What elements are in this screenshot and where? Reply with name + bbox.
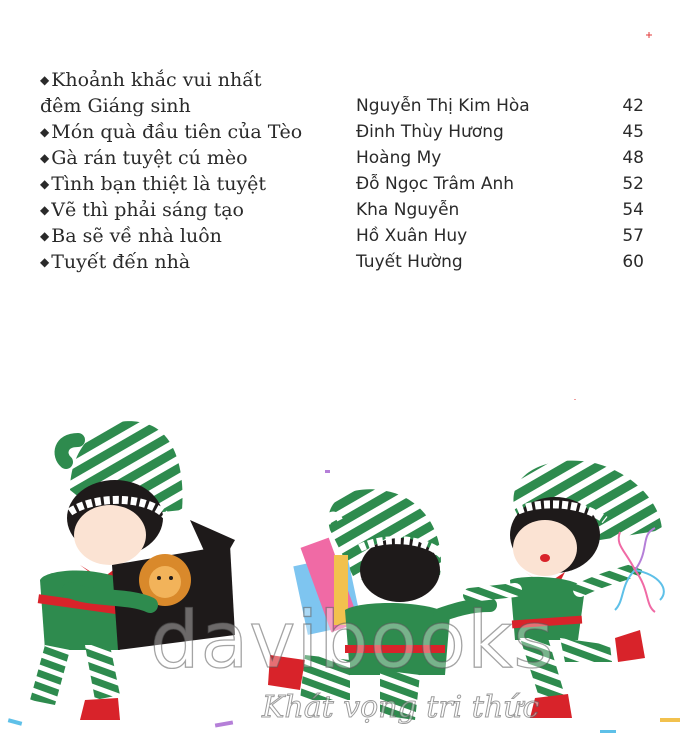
- elf-middle: [268, 489, 490, 720]
- diamond-bullet-icon: ◆: [40, 125, 50, 139]
- toc-entry-title: ◆ Vẽ thì phải sáng tạo: [40, 199, 244, 221]
- elf-body: [510, 577, 585, 640]
- diamond-bullet-icon: ◆: [40, 151, 50, 165]
- toc-entry-author: Đinh Thùy Hương: [356, 122, 504, 142]
- watermark-brand: davibooks: [150, 596, 555, 686]
- elf-shoe: [80, 698, 120, 720]
- elf-shoe: [268, 655, 305, 690]
- toc-entry-author: Hồ Xuân Huy: [356, 226, 468, 246]
- toc-entry-page: 42: [622, 96, 644, 116]
- toc-entry-title: ◆ Món quà đầu tiên của Tèo: [40, 121, 303, 143]
- toc-entry-title-line2: đêm Giáng sinh: [40, 95, 191, 117]
- toc-entry-title: ◆ Tuyết đến nhà: [40, 251, 191, 273]
- toc-entry-title: ◆ Gà rán tuyệt cú mèo: [40, 147, 248, 169]
- toc-entry-page: 52: [622, 174, 644, 194]
- sparkle-icon: [572, 32, 652, 400]
- diamond-bullet-icon: ◆: [40, 255, 50, 269]
- diamond-bullet-icon: ◆: [40, 229, 50, 243]
- diamond-bullet-icon: ◆: [40, 73, 50, 87]
- toc-entry-author: Hoàng My: [356, 148, 442, 168]
- elf-right: [470, 461, 664, 718]
- elf-hair: [360, 538, 440, 602]
- elf-left: [30, 421, 235, 720]
- elf-shoe: [615, 630, 645, 662]
- elf-face: [513, 520, 577, 576]
- toc-entry-title: ◆ Tình bạn thiệt là tuyệt: [40, 173, 267, 195]
- watermark-slogan: Khát vọng tri thức: [262, 690, 540, 725]
- toc-entry-title: ◆ Khoảnh khắc vui nhất: [40, 69, 262, 91]
- toc-entry-author: Kha Nguyễn: [356, 200, 460, 220]
- elves-illustration: [0, 400, 700, 733]
- toc-entry-author: Tuyết Hường: [356, 252, 463, 272]
- toc-entry-page: 54: [622, 200, 644, 220]
- diamond-bullet-icon: ◆: [40, 203, 50, 217]
- toc-entry-title: ◆ Ba sẽ về nhà luôn: [40, 225, 222, 247]
- toc-entry-author: Đỗ Ngọc Trâm Anh: [356, 174, 515, 194]
- toc-entry-author: Nguyễn Thị Kim Hòa: [356, 96, 530, 116]
- elf-face: [74, 505, 146, 565]
- toc-entry-page: 48: [622, 148, 644, 168]
- elf-belt: [345, 645, 445, 653]
- toc-entry-page: 60: [622, 252, 644, 272]
- diamond-bullet-icon: ◆: [40, 177, 50, 191]
- toc-entry-page: 57: [622, 226, 644, 246]
- toc-entry-page: 45: [622, 122, 644, 142]
